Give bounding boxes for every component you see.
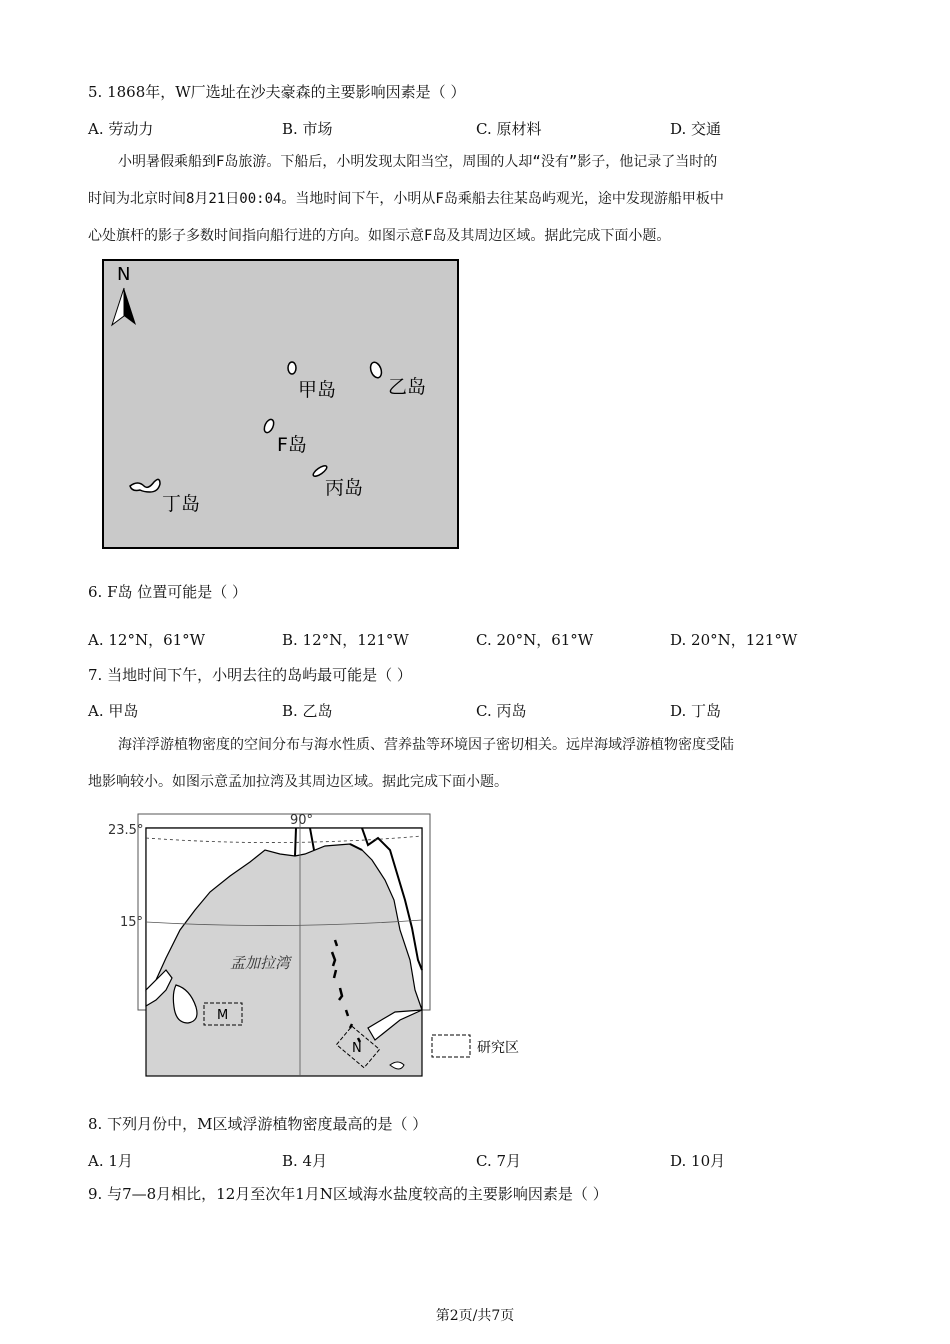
zone-m-label: M (217, 1008, 229, 1023)
q7-option-b: B. 乙岛 (282, 702, 333, 720)
passage1-line1: 小明暑假乘船到F岛旅游。下船后，小明发现太阳当空，周围的人却“没有”影子，他记录了当时的 (118, 154, 718, 170)
page-footer: 第2页/共7页 (435, 1308, 515, 1324)
q8-option-d: D. 10月 (670, 1152, 726, 1170)
q5-option-a: A. 劳动力 (88, 120, 154, 138)
q6-option-b: B. 12°N，121°W (282, 631, 409, 649)
island-bing-label: 丙岛 (325, 477, 364, 499)
passage1-line3: 心处旗杆的影子多数时间指向船行进的方向。如图示意F岛及其周边区域。据此完成下面小题。 (88, 228, 671, 244)
legend-dashed-box (432, 1035, 470, 1057)
q8-option-a: A. 1月 (88, 1152, 133, 1170)
q5-stem: 5. 1868年，W厂选址在沙夫豪森的主要影响因素是（ ） (88, 83, 466, 101)
q9-stem: 9. 与7—8月相比，12月至次年1月N区域海水盐度较高的主要影响因素是（ ） (88, 1185, 608, 1203)
q5-option-d: D. 交通 (670, 120, 722, 138)
bay-of-bengal-map (100, 810, 540, 1082)
passage1-line2: 时间为北京时间8月21日00:04。当地时间下午，小明从F岛乘船去往某岛屿观光，途中发现游船甲板中 (88, 191, 724, 207)
north-label: N (117, 264, 131, 285)
q6-option-c: C. 20°N，61°W (476, 631, 594, 649)
lat-23-5-label: 23.5° (108, 823, 144, 838)
q7-option-c: C. 丙岛 (476, 702, 527, 720)
q8-stem: 8. 下列月份中，M区域浮游植物密度最高的是（ ） (88, 1115, 428, 1133)
sea-label: 孟加拉湾 (230, 954, 291, 972)
q7-option-a: A. 甲岛 (88, 702, 139, 720)
island-jia-label: 甲岛 (298, 379, 337, 401)
legend-label: 研究区 (477, 1040, 519, 1056)
island-map (100, 258, 462, 552)
lat-15-label: 15° (120, 915, 144, 930)
q7-option-d: D. 丁岛 (670, 702, 722, 720)
q6-option-a: A. 12°N，61°W (88, 631, 206, 649)
q5-option-b: B. 市场 (282, 120, 333, 138)
q6-option-d: D. 20°N，121°W (670, 631, 798, 649)
q6-stem: 6. F岛 位置可能是（ ） (88, 583, 248, 601)
island-yi-label: 乙岛 (388, 376, 427, 398)
island-f-label: F岛 (277, 434, 307, 456)
lon-90-label: 90° (290, 813, 314, 828)
zone-n-label: N (352, 1041, 362, 1056)
island-jia-shape (288, 362, 296, 374)
q5-option-c: C. 原材料 (476, 120, 542, 138)
q8-option-c: C. 7月 (476, 1152, 522, 1170)
island-ding-label: 丁岛 (162, 493, 201, 515)
q7-stem: 7. 当地时间下午，小明去往的岛屿最可能是（ ） (88, 666, 412, 684)
q8-option-b: B. 4月 (282, 1152, 328, 1170)
passage2-line2: 地影响较小。如图示意孟加拉湾及其周边区域。据此完成下面小题。 (88, 774, 508, 790)
passage2-line1: 海洋浮游植物密度的空间分布与海水性质、营养盐等环境因子密切相关。远岸海域浮游植物密度受陆 (118, 737, 734, 753)
